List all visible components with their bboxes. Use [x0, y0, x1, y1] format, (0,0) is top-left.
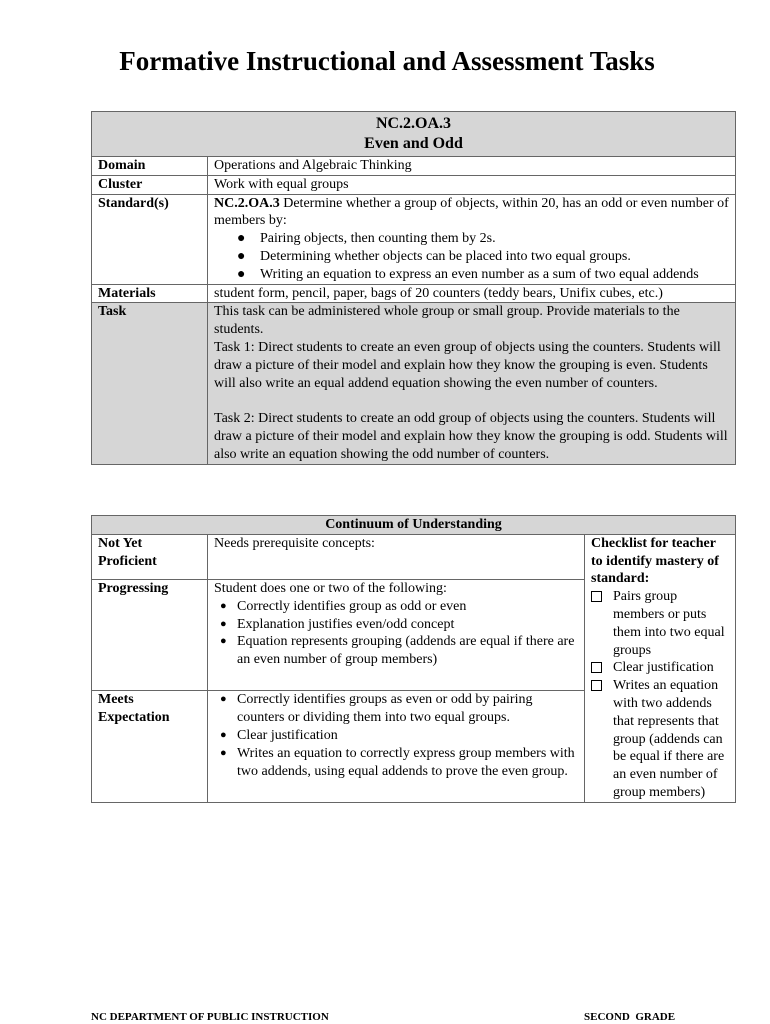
task-1: Task 1: Direct students to create an even group of objects using the counters. Students will draw a picture of their model and explain how they know the grouping is even. Students will also write an equal addend equation showing the even number of counters.: [214, 339, 721, 391]
list-item: ● Explanation justifies even/odd concept: [214, 616, 578, 634]
task-table-header: [92, 112, 736, 157]
list-item: ● Correctly identifies group as odd or even: [214, 598, 578, 616]
cluster-value: Work with equal groups: [208, 175, 736, 194]
domain-value: Operations and Algebraic Thinking: [208, 157, 736, 176]
list-item: ● Clear justification: [214, 727, 578, 745]
page-title: Formative Instructional and Assessment Tasks: [119, 46, 655, 76]
checkbox-icon: [591, 662, 602, 673]
task-label: Task: [92, 303, 208, 464]
meets-text: [208, 691, 585, 802]
checklist: [591, 588, 729, 802]
progressing-text: [208, 580, 585, 691]
meets-bullet-list: [214, 691, 578, 780]
checkbox-icon: [591, 680, 602, 691]
domain-label: Domain: [92, 157, 208, 176]
materials-label: Materials: [92, 284, 208, 303]
progressing-intro: Student does one or two of the following:: [214, 581, 447, 597]
standards-value: [208, 194, 736, 284]
standards-bullet-list: [214, 230, 729, 283]
task-2: Task 2: Direct students to create an odd group of objects using the counters. Students will draw a picture of their model and explain how they know the grouping is odd. Students will also write an equation showing the odd number of counters.: [214, 411, 728, 462]
checkbox-icon: [591, 591, 602, 602]
standard-code: NC.2.OA.3: [375, 115, 452, 132]
list-item: ● Pairing objects, then counting them by 2s.: [214, 230, 729, 248]
task-table: [91, 111, 736, 465]
list-item: ● Equation represents grouping (addends are equal if there are an even number of group members): [214, 633, 578, 669]
task-description: [208, 303, 736, 464]
footer-left: NC DEPARTMENT OF PUBLIC INSTRUCTION: [91, 1011, 329, 1023]
task-intro: This task can be administered whole group or small group. Provide materials to the students.: [214, 304, 680, 338]
progressing-label: Progressing: [92, 580, 208, 691]
checklist-cell: [585, 534, 736, 802]
list-item: ● Writes an equation to correctly express group members with two addends, using equal addends to prove the even group.: [214, 745, 578, 781]
checklist-item: Pairs group members or puts them into two equal groups: [591, 588, 729, 659]
standards-code: NC.2.OA.3: [214, 195, 280, 211]
list-item: ● Correctly identifies groups as even or odd by pairing counters or dividing them into two equal groups.: [214, 691, 578, 727]
standards-text: Determine whether a group of objects, within 20, has an odd or even number of members by:: [214, 195, 729, 229]
checklist-item: Clear justification: [591, 659, 729, 677]
continuum-header: Continuum of Understanding: [92, 516, 736, 535]
not-yet-label: Not Yet Proficient: [92, 534, 208, 579]
footer-right: SECOND GRADE: [584, 1011, 676, 1023]
standards-label: Standard(s): [92, 194, 208, 284]
checklist-item: Writes an equation with two addends that represents that group (addends can be equal if there are an even number of group members): [591, 677, 729, 802]
progressing-bullet-list: [214, 598, 578, 669]
list-item: ● Writing an equation to express an even number as a sum of two equal addends: [214, 266, 729, 284]
checklist-heading: Checklist for teacher to identify mastery of standard:: [591, 535, 719, 587]
materials-value: student form, pencil, paper, bags of 20 counters (teddy bears, Unifix cubes, etc.): [208, 284, 736, 303]
not-yet-text: Needs prerequisite concepts:: [208, 534, 585, 579]
list-item: ● Determining whether objects can be placed into two equal groups.: [214, 248, 729, 266]
cluster-label: Cluster: [92, 175, 208, 194]
continuum-table: [91, 515, 736, 803]
task-name: Even and Odd: [364, 135, 463, 152]
meets-label: Meets Expectation: [92, 691, 208, 802]
